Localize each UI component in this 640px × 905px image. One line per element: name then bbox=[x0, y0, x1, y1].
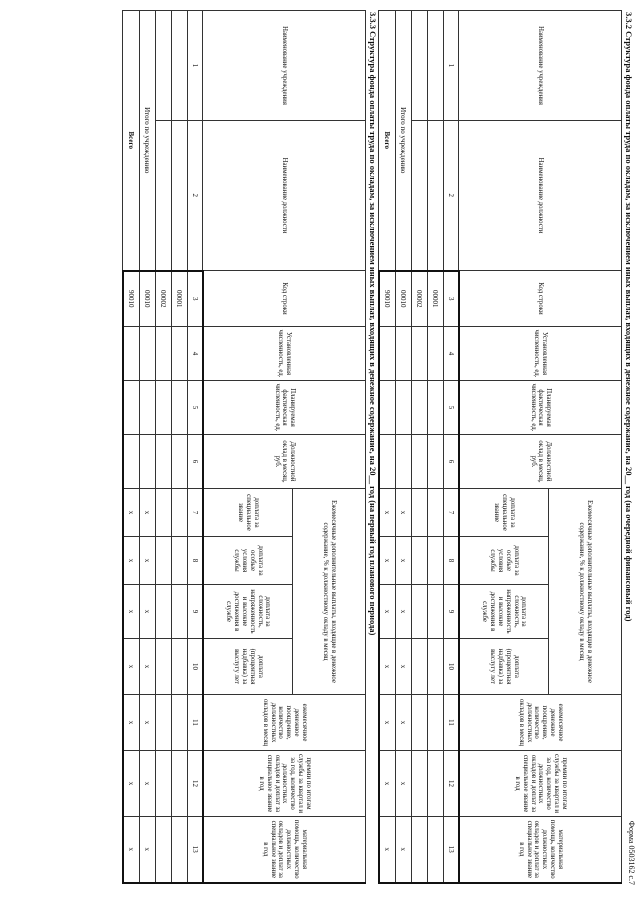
percent-cell[interactable]: x bbox=[123, 537, 140, 585]
percent-cell[interactable] bbox=[428, 639, 444, 695]
header-col5: Планируемая фактическая численность, ед. bbox=[203, 381, 366, 435]
column-number: 3 bbox=[188, 271, 204, 327]
percent-cell[interactable]: x bbox=[140, 585, 156, 639]
header-col5: Планируемая фактическая численность, ед. bbox=[459, 381, 622, 435]
value-cell[interactable] bbox=[396, 381, 412, 435]
row-code: 00002 bbox=[156, 271, 172, 327]
percent-cell[interactable] bbox=[428, 751, 444, 817]
header-col10: доплата (процентная надбавка) за выслугу лет bbox=[203, 639, 293, 695]
section-title: 3.3.2 Структура фонда оплаты труда по окладам, за исключением иных выплат, входящих в денежное содержание, на 20__ год (на очередной финансовый год) bbox=[624, 12, 634, 622]
percent-cell[interactable] bbox=[156, 751, 172, 817]
column-number: 8 bbox=[188, 537, 204, 585]
section-3-3-3 bbox=[122, 10, 380, 882]
table-row bbox=[379, 11, 396, 883]
value-cell[interactable] bbox=[412, 435, 428, 489]
column-number: 2 bbox=[444, 121, 460, 271]
header-col13: материальная помощь, количество должностных окладов и доплат за специальное звание в год bbox=[203, 817, 366, 883]
percent-cell[interactable]: x bbox=[123, 695, 140, 751]
header-col8: доплата за особые условия службы bbox=[459, 537, 549, 585]
value-cell[interactable] bbox=[123, 381, 140, 435]
table-row bbox=[428, 11, 444, 883]
percent-cell[interactable]: x bbox=[396, 817, 412, 883]
header-col7: доплата за специальное звание bbox=[459, 489, 549, 537]
header-col7: доплата за специальное звание bbox=[203, 489, 293, 537]
section-title: 3.3.3 Структура фонда оплаты труда по окладам, за исключением иных выплат, входящих в денежное содержание, на 20__ год (на первый год планового периода) bbox=[368, 12, 378, 636]
table-row bbox=[172, 11, 188, 883]
row-code: 00010 bbox=[140, 271, 156, 327]
column-number: 7 bbox=[444, 489, 460, 537]
salary-structure-table bbox=[378, 10, 622, 884]
percent-cell[interactable] bbox=[172, 695, 188, 751]
position-name-cell[interactable] bbox=[172, 121, 188, 271]
row-label: Итого по учреждению bbox=[140, 11, 156, 271]
percent-cell[interactable] bbox=[156, 585, 172, 639]
value-cell[interactable] bbox=[428, 381, 444, 435]
percent-cell[interactable]: x bbox=[123, 585, 140, 639]
header-col3: Код строки bbox=[459, 271, 622, 327]
percent-cell[interactable]: x bbox=[123, 639, 140, 695]
value-cell[interactable] bbox=[172, 381, 188, 435]
column-number: 13 bbox=[444, 817, 460, 883]
value-cell[interactable] bbox=[172, 327, 188, 381]
header-group: Ежемесячные дополнительные выплаты, входящие в денежное содержание, % к должностному окладу в месяц bbox=[549, 489, 622, 695]
percent-cell[interactable] bbox=[412, 695, 428, 751]
institution-name-cell[interactable] bbox=[172, 11, 188, 121]
header-col4: Установленная численность, ед. bbox=[203, 327, 366, 381]
percent-cell[interactable]: x bbox=[140, 817, 156, 883]
position-name-cell[interactable] bbox=[412, 121, 428, 271]
section-3-3-2 bbox=[378, 10, 636, 882]
percent-cell[interactable]: x bbox=[396, 489, 412, 537]
header-col6: Должностной оклад в месяц, руб. bbox=[203, 435, 366, 489]
header-col1: Наименование учреждения bbox=[459, 11, 622, 121]
percent-cell[interactable]: x bbox=[379, 537, 396, 585]
column-number: 4 bbox=[188, 327, 204, 381]
form-code: Форма 0503162 с.7 bbox=[627, 820, 636, 885]
table-row bbox=[156, 11, 172, 883]
percent-cell[interactable] bbox=[172, 639, 188, 695]
column-number: 5 bbox=[444, 381, 460, 435]
value-cell[interactable] bbox=[156, 327, 172, 381]
value-cell[interactable] bbox=[156, 435, 172, 489]
percent-cell[interactable] bbox=[412, 489, 428, 537]
percent-cell[interactable]: x bbox=[396, 639, 412, 695]
header-col11: ежемесячное денежное поощрение, количество должностных окладов в месяц bbox=[203, 695, 366, 751]
column-number: 1 bbox=[188, 11, 204, 121]
percent-cell[interactable] bbox=[428, 489, 444, 537]
header-col1: Наименование учреждения bbox=[203, 11, 366, 121]
percent-cell[interactable]: x bbox=[379, 585, 396, 639]
column-number: 4 bbox=[444, 327, 460, 381]
column-number: 10 bbox=[444, 639, 460, 695]
percent-cell[interactable] bbox=[172, 751, 188, 817]
column-number: 6 bbox=[444, 435, 460, 489]
table-row bbox=[123, 11, 140, 883]
row-code: 00001 bbox=[172, 271, 188, 327]
percent-cell[interactable]: x bbox=[379, 695, 396, 751]
value-cell[interactable] bbox=[412, 381, 428, 435]
percent-cell[interactable] bbox=[156, 537, 172, 585]
row-code: 00010 bbox=[396, 271, 412, 327]
value-cell[interactable] bbox=[428, 435, 444, 489]
value-cell[interactable] bbox=[428, 327, 444, 381]
percent-cell[interactable] bbox=[428, 817, 444, 883]
percent-cell[interactable]: x bbox=[396, 695, 412, 751]
value-cell[interactable] bbox=[140, 435, 156, 489]
header-col8: доплата за особые условия службы bbox=[203, 537, 293, 585]
column-number: 7 bbox=[188, 489, 204, 537]
column-number: 9 bbox=[188, 585, 204, 639]
column-number: 11 bbox=[444, 695, 460, 751]
column-number: 9 bbox=[444, 585, 460, 639]
percent-cell[interactable] bbox=[172, 537, 188, 585]
table-row bbox=[412, 11, 428, 883]
percent-cell[interactable]: x bbox=[379, 751, 396, 817]
value-cell[interactable] bbox=[172, 435, 188, 489]
header-col12: премии по итогам службы за квартал и за год, количество должностных окладов и доплат за специальное звание в год bbox=[203, 751, 366, 817]
percent-cell[interactable]: x bbox=[140, 489, 156, 537]
percent-cell[interactable]: x bbox=[396, 585, 412, 639]
percent-cell[interactable] bbox=[156, 817, 172, 883]
column-number: 6 bbox=[188, 435, 204, 489]
column-number: 3 bbox=[444, 271, 460, 327]
header-col13: материальная помощь, количество должностных окладов и доплат за специальное звание в год bbox=[459, 817, 622, 883]
percent-cell[interactable] bbox=[172, 489, 188, 537]
percent-cell[interactable] bbox=[156, 489, 172, 537]
percent-cell[interactable]: x bbox=[396, 537, 412, 585]
percent-cell[interactable]: x bbox=[140, 695, 156, 751]
value-cell[interactable] bbox=[140, 381, 156, 435]
header-col10: доплата (процентная надбавка) за выслугу лет bbox=[459, 639, 549, 695]
percent-cell[interactable] bbox=[428, 695, 444, 751]
percent-cell[interactable]: x bbox=[379, 817, 396, 883]
percent-cell[interactable] bbox=[172, 817, 188, 883]
column-number: 5 bbox=[188, 381, 204, 435]
header-col9: доплата за сложность, напряженность и высокие достижения в службе bbox=[459, 585, 549, 639]
row-label: Всего bbox=[123, 11, 140, 271]
header-col2: Наименование должности bbox=[203, 121, 366, 271]
column-number: 1 bbox=[444, 11, 460, 121]
percent-cell[interactable]: x bbox=[396, 751, 412, 817]
header-col2: Наименование должности bbox=[459, 121, 622, 271]
row-code: 90010 bbox=[379, 271, 396, 327]
percent-cell[interactable]: x bbox=[123, 489, 140, 537]
value-cell[interactable] bbox=[412, 327, 428, 381]
percent-cell[interactable]: x bbox=[379, 489, 396, 537]
header-col3: Код строки bbox=[203, 271, 366, 327]
row-code: 00002 bbox=[412, 271, 428, 327]
header-col11: ежемесячное денежное поощрение, количество должностных окладов в месяц bbox=[459, 695, 622, 751]
header-group: Ежемесячные дополнительные выплаты, входящие в денежное содержание, % к должностному окладу в месяц bbox=[293, 489, 366, 695]
header-col12: премии по итогам службы за квартал и за год, количество должностных окладов и доплат за специальное звание в год bbox=[459, 751, 622, 817]
column-number: 10 bbox=[188, 639, 204, 695]
percent-cell[interactable] bbox=[172, 585, 188, 639]
institution-name-cell[interactable] bbox=[156, 11, 172, 121]
percent-cell[interactable]: x bbox=[140, 639, 156, 695]
percent-cell[interactable] bbox=[412, 537, 428, 585]
value-cell[interactable] bbox=[379, 327, 396, 381]
percent-cell[interactable]: x bbox=[123, 817, 140, 883]
percent-cell[interactable] bbox=[156, 639, 172, 695]
value-cell[interactable] bbox=[123, 435, 140, 489]
value-cell[interactable] bbox=[396, 327, 412, 381]
row-code: 00001 bbox=[428, 271, 444, 327]
column-number: 2 bbox=[188, 121, 204, 271]
header-col6: Должностной оклад в месяц, руб. bbox=[459, 435, 622, 489]
percent-cell[interactable]: x bbox=[140, 751, 156, 817]
value-cell[interactable] bbox=[140, 327, 156, 381]
position-name-cell[interactable] bbox=[428, 121, 444, 271]
value-cell[interactable] bbox=[379, 381, 396, 435]
percent-cell[interactable]: x bbox=[123, 751, 140, 817]
position-name-cell[interactable] bbox=[156, 121, 172, 271]
percent-cell[interactable] bbox=[412, 585, 428, 639]
percent-cell[interactable] bbox=[156, 695, 172, 751]
salary-structure-table bbox=[122, 10, 366, 884]
row-label: Всего bbox=[379, 11, 396, 271]
column-number: 13 bbox=[188, 817, 204, 883]
value-cell[interactable] bbox=[379, 435, 396, 489]
institution-name-cell[interactable] bbox=[412, 11, 428, 121]
percent-cell[interactable]: x bbox=[379, 639, 396, 695]
column-number: 8 bbox=[444, 537, 460, 585]
column-number: 12 bbox=[188, 751, 204, 817]
header-col9: доплата за сложность, напряженность и высокие достижения в службе bbox=[203, 585, 293, 639]
percent-cell[interactable] bbox=[412, 639, 428, 695]
percent-cell[interactable] bbox=[412, 751, 428, 817]
column-number: 11 bbox=[188, 695, 204, 751]
percent-cell[interactable]: x bbox=[140, 537, 156, 585]
table-row bbox=[140, 11, 156, 883]
row-label: Итого по учреждению bbox=[396, 11, 412, 271]
value-cell[interactable] bbox=[123, 327, 140, 381]
percent-cell[interactable] bbox=[428, 585, 444, 639]
table-row bbox=[396, 11, 412, 883]
header-col4: Установленная численность, ед. bbox=[459, 327, 622, 381]
value-cell[interactable] bbox=[396, 435, 412, 489]
column-number: 12 bbox=[444, 751, 460, 817]
percent-cell[interactable] bbox=[412, 817, 428, 883]
row-code: 90010 bbox=[123, 271, 140, 327]
percent-cell[interactable] bbox=[428, 537, 444, 585]
value-cell[interactable] bbox=[156, 381, 172, 435]
institution-name-cell[interactable] bbox=[428, 11, 444, 121]
